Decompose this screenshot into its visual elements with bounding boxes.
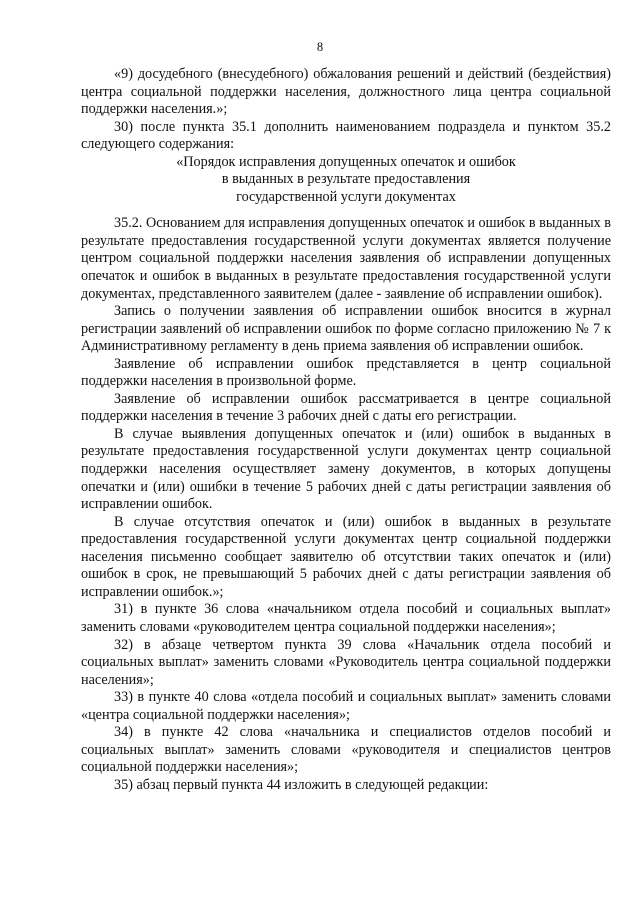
paragraph: 35) абзац первый пункта 44 изложить в следующей редакции:: [114, 776, 489, 793]
paragraph: 32) в абзаце четвертом пункта 39 слова «Начальник отдела пособий и социальных выплат» заменить словами «Руководитель центра социальной поддержки населения»;: [81, 636, 611, 688]
paragraph: 35.2. Основанием для исправления допущенных опечаток и ошибок в выданных в результате предоставления государственной услуги документах является получение центром социальной поддержки населения заявления об исправлении допущенных опечаток и ошибок в выданных в результате предоставления государственной услуги документах, представленного заявителем (далее - заявление об исправлении ошибок).: [81, 215, 611, 302]
paragraph: «9) досудебного (внесудебного) обжалования решений и действий (бездействия) центра социальной поддержки населения, должностного лица центра социальной поддержки населения.»;: [81, 66, 611, 118]
paragraph: 31) в пункте 36 слова «начальником отдела пособий и социальных выплат» заменить словами «руководителем центра социальной поддержки населения»;: [81, 601, 611, 635]
paragraph: Запись о получении заявления об исправлении ошибок вносится в журнал регистрации заявлений об исправлении ошибок по форме согласно приложению № 7 к Административному регламенту в день приема заявления об исправлении ошибок.: [81, 303, 611, 355]
paragraph: 30) после пункта 35.1 дополнить наименованием подраздела и пунктом 35.2 следующего содержания:: [81, 118, 611, 153]
paragraph: Заявление об исправлении ошибок представляется в центр социальной поддержки населения в произвольной форме.: [81, 355, 611, 390]
heading-line: государственной услуги документах: [236, 188, 456, 205]
paragraph: Заявление об исправлении ошибок рассматривается в центре социальной поддержки населения в течение 3 рабочих дней с даты его регистрации.: [81, 390, 611, 425]
document-body: [81, 66, 611, 794]
heading-line: в выданных в результате предоставления: [221, 171, 471, 188]
paragraph: 34) в пункте 42 слова «начальника и специалистов отделов пособий и социальных выплат» заменить словами «руководителя и специалистов центров социальной поддержки населения»;: [81, 724, 611, 776]
paragraph: В случае отсутствия опечаток и (или) ошибок в выданных в результате предоставления государственной услуги документах центр социальной поддержки населения письменно сообщает заявителю об отсутствии таких опечаток и (или) ошибок в срок, не превышающий 5 рабочих дней с даты регистрации заявления об исправлении ошибок.»;: [81, 513, 611, 600]
paragraph: 33) в пункте 40 слова «отдела пособий и социальных выплат» заменить словами «центра социальной поддержки населения»;: [81, 689, 611, 723]
page-number: 8: [316, 40, 324, 54]
paragraph: В случае выявления допущенных опечаток и (или) ошибок в выданных в результате предоставления государственной услуги документах центр социальной поддержки населения осуществляет замену документов, в которых допущены опечатки и (или) ошибки в течение 5 рабочих дней с даты регистрации заявления об исправлении ошибок.: [81, 425, 611, 513]
subsection-heading: [81, 154, 611, 207]
heading-line: «Порядок исправления допущенных опечаток и ошибок: [176, 153, 516, 170]
